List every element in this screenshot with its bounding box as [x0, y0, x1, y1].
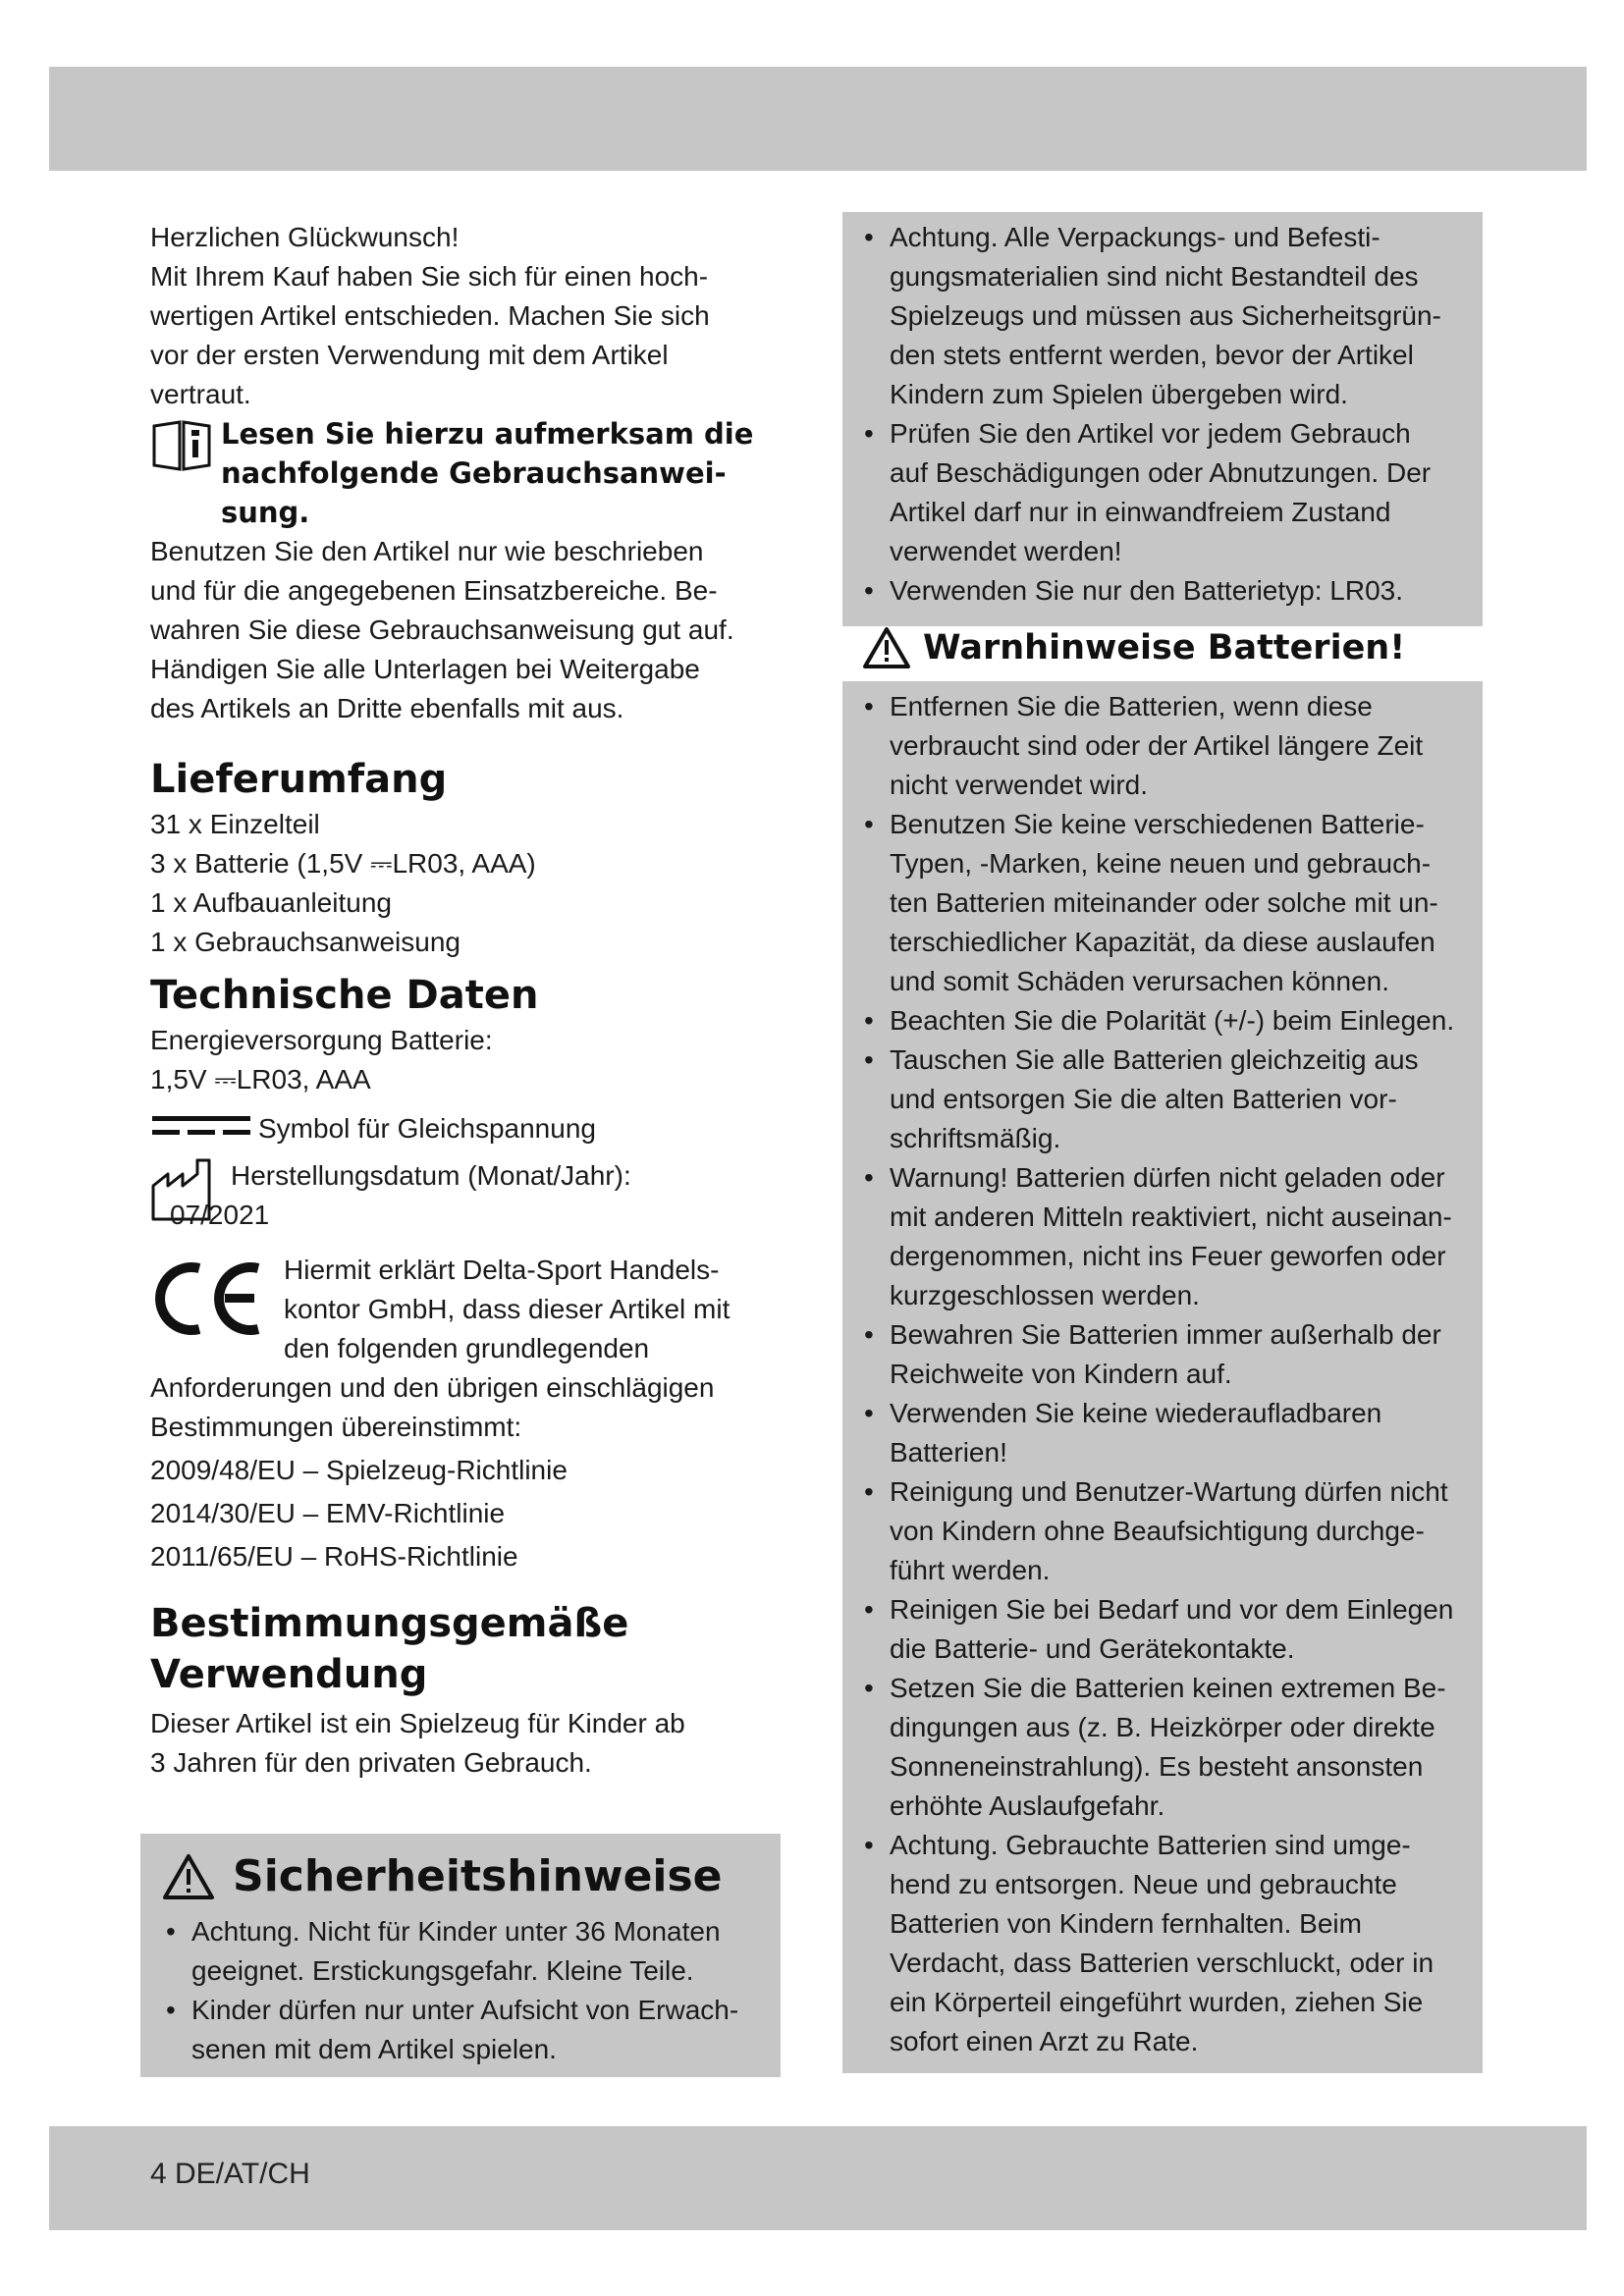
ce-mark-icon: [150, 1251, 284, 1342]
item-line: ten Batterien miteinander oder solche mit un-: [890, 887, 1438, 918]
item-line: Warnung! Batterien dürfen nicht geladen oder: [890, 1162, 1445, 1193]
bestimmung-line: Dieser Artikel ist ein Spielzeug für Kinder ab: [150, 1708, 685, 1738]
item-line: verwendet werden!: [890, 536, 1122, 566]
safety-heading: Sicherheitshinweise: [233, 1851, 723, 1901]
item-line: gungsmaterialien sind nicht Bestandteil des: [890, 261, 1419, 292]
read-instructions-note: [150, 414, 779, 532]
item-line: Kindern zum Spielen übergeben wird.: [890, 379, 1348, 409]
item-line: schriftsmäßig.: [890, 1123, 1061, 1153]
scope-item: 31 x Einzelteil: [150, 809, 320, 839]
item-line: kurzgeschlossen werden.: [890, 1280, 1200, 1310]
list-item: [860, 571, 1474, 611]
item-line: terschiedlicher Kapazität, da diese auslaufen: [890, 927, 1435, 957]
item-line: von Kindern ohne Beaufsichtigung durchge-: [890, 1516, 1425, 1546]
safety-title: [162, 1845, 771, 1908]
item-line: Verwenden Sie nur den Batterietyp: LR03.: [890, 575, 1404, 606]
item-line: Kinder dürfen nur unter Aufsicht von Erwach-: [191, 1995, 739, 2025]
lieferumfang-heading: Lieferumfang: [150, 757, 448, 802]
usage-line: Benutzen Sie den Artikel nur wie beschrieben: [150, 536, 704, 566]
manufacture-value: 07/2021: [170, 1200, 270, 1230]
item-line: auf Beschädigungen oder Abnutzungen. Der: [890, 457, 1432, 488]
scope-item: 3 x Batterie (1,5V ⎓LR03, AAA): [150, 848, 536, 879]
note-line: sung.: [221, 496, 310, 529]
item-line: führt werden.: [890, 1555, 1051, 1585]
list-item: [860, 1158, 1474, 1315]
item-line: Verwenden Sie keine wiederaufladbaren: [890, 1398, 1382, 1428]
directive: 2009/48/EU – Spielzeug-Richtlinie: [150, 1455, 568, 1485]
directive: 2011/65/EU – RoHS-Richtlinie: [150, 1541, 518, 1572]
item-line: den stets entfernt werden, bevor der Artikel: [890, 340, 1414, 370]
greeting: Herzlichen Glückwunsch!: [150, 222, 460, 252]
item-line: senen mit dem Artikel spielen.: [191, 2034, 557, 2064]
warning-triangle-icon: [862, 626, 911, 669]
item-line: mit anderen Mitteln reaktiviert, nicht auseinan-: [890, 1201, 1452, 1232]
item-line: Setzen Sie die Batterien keinen extremen Be-: [890, 1673, 1446, 1703]
battery-list: [860, 687, 1474, 2061]
item-line: Bewahren Sie Batterien immer außerhalb der: [890, 1319, 1441, 1350]
item-line: dergenommen, nicht ins Feuer geworfen oder: [890, 1241, 1446, 1271]
item-line: sofort einen Arzt zu Rate.: [890, 2026, 1199, 2056]
usage-line: Händigen Sie alle Unterlagen bei Weitergabe: [150, 654, 700, 684]
intro-line: wertigen Artikel entschieden. Machen Sie sich: [150, 300, 710, 331]
safety-section: [140, 1834, 781, 2077]
left-column: [150, 218, 779, 1783]
item-line: und entsorgen Sie die alten Batterien vor-: [890, 1084, 1397, 1114]
item-line: Achtung. Alle Verpackungs- und Befesti-: [890, 222, 1380, 252]
usage-line: wahren Sie diese Gebrauchsanweisung gut auf.: [150, 614, 734, 645]
note-line: Lesen Sie hierzu aufmerksam die: [221, 417, 754, 451]
note-line: nachfolgende Gebrauchsanwei-: [221, 456, 727, 490]
book-info-icon: [150, 418, 221, 478]
bestimmung-heading: Verwendung: [150, 1652, 428, 1697]
manufacture-label: Herstellungsdatum (Monat/Jahr):: [231, 1160, 631, 1191]
item-line: Spielzeugs und müssen aus Sicherheitsgrün-: [890, 300, 1441, 331]
packaging-warnings: [842, 212, 1483, 626]
item-line: Batterien von Kindern fernhalten. Beim: [890, 1908, 1362, 1939]
intro-line: vor der ersten Verwendung mit dem Artikel: [150, 340, 669, 370]
dc-symbol-row: [150, 1109, 779, 1148]
ce-declaration: [150, 1251, 779, 1368]
ce-line: Anforderungen und den übrigen einschlägigen: [150, 1372, 715, 1403]
ce-line: kontor GmbH, dass dieser Artikel mit: [284, 1294, 731, 1324]
list-item: [860, 218, 1474, 414]
usage-line: und für die angegebenen Einsatzbereiche. Be-: [150, 575, 718, 606]
battery-warnings-title: [862, 622, 1405, 673]
safety-list: [162, 1912, 771, 2069]
battery-heading: Warnhinweise Batterien!: [923, 628, 1406, 667]
item-line: Prüfen Sie den Artikel vor jedem Gebrauch: [890, 418, 1411, 449]
list-item: [860, 1669, 1474, 1826]
list-item: [860, 1041, 1474, 1158]
item-line: Typen, -Marken, keine neuen und gebrauch-: [890, 848, 1432, 879]
list-item: [860, 1394, 1474, 1472]
usage-line: des Artikels an Dritte ebenfalls mit aus.: [150, 693, 624, 723]
list-item: [860, 687, 1474, 805]
list-item: [162, 1991, 771, 2069]
item-line: Verdacht, dass Batterien verschluckt, oder in: [890, 1948, 1435, 1978]
battery-warnings: [842, 681, 1483, 2073]
page-number: 4 DE/AT/CH: [150, 2158, 310, 2190]
item-line: und somit Schäden verursachen können.: [890, 966, 1389, 996]
scope-item: 1 x Aufbauanleitung: [150, 887, 392, 918]
item-line: dingungen aus (z. B. Heizkörper oder direkte: [890, 1712, 1435, 1742]
list-item: [860, 1826, 1474, 2061]
item-line: erhöhte Auslaufgefahr.: [890, 1790, 1165, 1821]
item-line: die Batterie- und Gerätekontakte.: [890, 1633, 1295, 1664]
directive: 2014/30/EU – EMV-Richtlinie: [150, 1498, 506, 1528]
ce-line: den folgenden grundlegenden: [284, 1333, 650, 1363]
item-line: nicht verwendet wird.: [890, 770, 1149, 800]
item-line: Sonneneinstrahlung). Es besteht ansonsten: [890, 1751, 1424, 1782]
item-line: hend zu entsorgen. Neue und gebrauchte: [890, 1869, 1397, 1899]
dc-symbol-text: Symbol für Gleichspannung: [258, 1113, 596, 1144]
item-line: ein Körperteil eingeführt wurden, ziehen Sie: [890, 1987, 1424, 2017]
item-line: Tauschen Sie alle Batterien gleichzeitig aus: [890, 1044, 1419, 1075]
energy-label: Energieversorgung Batterie:: [150, 1025, 493, 1055]
manufacture-date-row: [150, 1156, 779, 1239]
ce-line: Bestimmungen übereinstimmt:: [150, 1412, 522, 1442]
intro-line: vertraut.: [150, 379, 251, 409]
item-line: Reinigung und Benutzer-Wartung dürfen nicht: [890, 1476, 1448, 1507]
list-item: [860, 1315, 1474, 1394]
scope-item: 1 x Gebrauchsanweisung: [150, 927, 460, 957]
item-line: verbraucht sind oder der Artikel längere Zeit: [890, 730, 1424, 761]
list-item: [860, 805, 1474, 1001]
packaging-list: [860, 218, 1474, 611]
list-item: [162, 1912, 771, 1991]
warning-triangle-icon: [162, 1853, 215, 1900]
list-item: [860, 1001, 1474, 1041]
list-item: [860, 1590, 1474, 1669]
technische-daten-heading: Technische Daten: [150, 973, 539, 1018]
list-item: [860, 1472, 1474, 1590]
item-line: Benutzen Sie keine verschiedenen Batterie-: [890, 809, 1425, 839]
energy-value: 1,5V ⎓LR03, AAA: [150, 1064, 371, 1095]
item-line: Achtung. Gebrauchte Batterien sind umge-: [890, 1830, 1411, 1860]
header-band: [49, 67, 1587, 171]
bestimmung-line: 3 Jahren für den privaten Gebrauch.: [150, 1747, 592, 1778]
item-line: Reichweite von Kindern auf.: [890, 1359, 1232, 1389]
item-line: geeignet. Erstickungsgefahr. Kleine Teile.: [191, 1955, 694, 1986]
item-line: Reinigen Sie bei Bedarf und vor dem Einlegen: [890, 1594, 1454, 1625]
item-line: Beachten Sie die Polarität (+/-) beim Einlegen.: [890, 1005, 1455, 1036]
item-line: Achtung. Nicht für Kinder unter 36 Monaten: [191, 1916, 721, 1947]
ce-line: Hiermit erklärt Delta-Sport Handels-: [284, 1255, 720, 1285]
item-line: Batterien!: [890, 1437, 1007, 1468]
dc-voltage-icon: [150, 1114, 258, 1145]
list-item: [860, 414, 1474, 571]
item-line: Artikel darf nur in einwandfreiem Zustand: [890, 497, 1391, 527]
item-line: Entfernen Sie die Batterien, wenn diese: [890, 691, 1373, 721]
bestimmung-heading: Bestimmungsgemäße: [150, 1601, 629, 1646]
intro-line: Mit Ihrem Kauf haben Sie sich für einen hoch-: [150, 261, 709, 292]
